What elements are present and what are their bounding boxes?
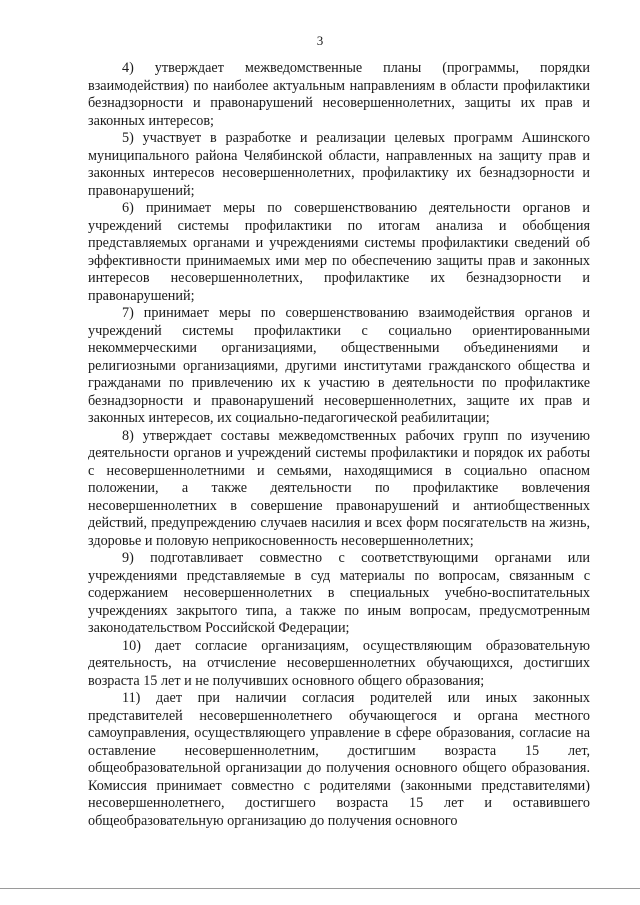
paragraph-item-4: 4) утверждает межведомственные планы (программы, порядки взаимодействия) по наиболее актуальным направлениям в области профилактики безнадзорности и правонарушений несовершеннолетних, защиты их прав и законных интересов;	[88, 60, 590, 129]
page-bottom-rule	[0, 888, 640, 889]
paragraph-item-6: 6) принимает меры по совершенствованию деятельности органов и учреждений системы профилактики по итогам анализа и обобщения представляемых органами и учреждениями системы профилактики сведений об эффективности принимаемых ими мер по обеспечению защиты прав и законных интересов несовершеннолетних, профилактике их безнадзорности и правонарушений;	[88, 200, 590, 304]
paragraph-item-10: 10) дает согласие организациям, осуществляющим образовательную деятельность, на отчисление несовершеннолетних обучающихся, достигших возраста 15 лет и не получивших основного общего образования;	[88, 637, 590, 689]
paragraph-item-7: 7) принимает меры по совершенствованию взаимодействия органов и учреждений системы профилактики с социально ориентированными некоммерческими организациями, общественными объединениями и религиозными организациями, другими институтами гражданского общества и гражданами по привлечению их к участию в деятельности по профилактике безнадзорности и правонарушений несовершеннолетних, защите их прав и законных интересов, их социально-педагогической реабилитации;	[88, 305, 590, 426]
page-number: 3	[316, 33, 324, 48]
paragraph-item-5: 5) участвует в разработке и реализации целевых программ Ашинского муниципального района Челябинской области, направленных на защиту прав и законных интересов несовершеннолетних, профилактику их безнадзорности и правонарушений;	[88, 130, 590, 199]
document-body	[88, 60, 590, 830]
paragraph-item-8: 8) утверждает составы межведомственных рабочих групп по изучению деятельности органов и учреждений системы профилактики и порядок их работы с несовершеннолетними и семьями, находящимися в социально опасном положении, а также деятельности по профилактике вовлечения несовершеннолетних в совершение правонарушений и антиобщественных действий, предупреждению случаев насилия и всех форм посягательств на жизнь, здоровье и половую неприкосновенность несовершеннолетних;	[88, 427, 590, 549]
paragraph-item-9: 9) подготавливает совместно с соответствующими органами или учреждениями представляемые в суд материалы по вопросам, связанным с содержанием несовершеннолетних в специальных учебно-воспитательных учреждениях закрытого типа, а также по иным вопросам, предусмотренным законодательством Российской Федерации;	[88, 550, 590, 636]
paragraph-item-11: 11) дает при наличии согласия родителей или иных законных представителей несовершеннолетнего обучающегося и органа местного самоуправления, осуществляющего управление в сфере образования, согласие на оставление несовершеннолетним, достигшим возраста 15 лет, общеобразовательной организации до получения основного общего образования. Комиссия принимает совместно с родителями (законными представителями) несовершеннолетнего, достигшего возраста 15 лет и оставившего общеобразовательную организацию до получения основного	[88, 690, 590, 829]
